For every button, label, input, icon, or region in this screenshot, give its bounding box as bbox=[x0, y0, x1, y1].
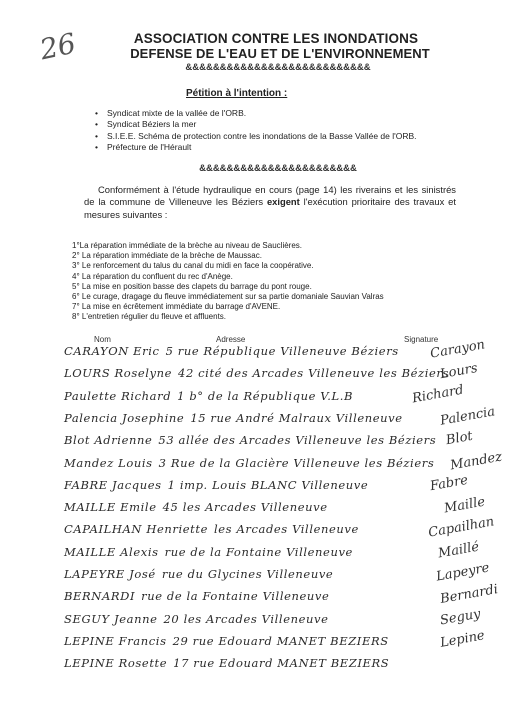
signer-address: rue de la Fontaine Villeneuve bbox=[141, 589, 330, 604]
handwritten-signature: Richard bbox=[411, 382, 465, 406]
signer-address: rue du Glycines Villeneuve bbox=[161, 567, 334, 581]
paragraph-text-end: l'exécution prioritaire des travaux et mesures suivantes : bbox=[84, 196, 457, 220]
signature-row bbox=[64, 567, 333, 589]
signature-row bbox=[64, 589, 329, 611]
column-header-name: Nom bbox=[94, 335, 111, 344]
petition-title: Pétition à l'intention : bbox=[186, 88, 288, 99]
signer-address: 42 cité des Arcades Villeneuve les Béziers bbox=[178, 366, 450, 381]
signer-name: Mandez Louis bbox=[64, 455, 153, 470]
signer-name: BERNARDI bbox=[64, 589, 136, 604]
signer-address: 29 rue Edouard MANET BEZIERS bbox=[172, 633, 389, 648]
measures-list bbox=[72, 241, 384, 323]
recipient-list bbox=[95, 108, 417, 154]
handwritten-signature: Lapeyre bbox=[435, 560, 491, 585]
measure-item: 5° La mise en position basse des clapets du barrage du pont rouge. bbox=[72, 281, 312, 291]
signer-name: LEPINE Rosette bbox=[64, 656, 168, 671]
signature-row bbox=[64, 634, 389, 656]
signer-address: 17 rue Edouard MANET BEZIERS bbox=[173, 656, 390, 671]
handwritten-signature: Capailhan bbox=[427, 514, 496, 542]
signature-row bbox=[64, 411, 403, 433]
handwritten-signature: Carayon bbox=[429, 337, 487, 362]
signer-address: 15 rue André Malraux Villeneuve bbox=[190, 410, 403, 425]
signer-name: Paulette Richard bbox=[64, 388, 172, 403]
decorative-separator-top: &&&&&&&&&&&&&&&&&&&&&&&&&&& bbox=[185, 62, 371, 73]
signature-row bbox=[64, 612, 329, 634]
signer-address: 1 imp. Louis BLANC Villeneuve bbox=[167, 477, 369, 492]
recipient-item: • Syndicat mixte de la vallée de l'ORB. bbox=[109, 108, 417, 119]
signer-name: FABRE Jacques bbox=[64, 477, 162, 492]
signer-name: MAILLE Alexis bbox=[64, 544, 159, 559]
handwritten-signature: Palencia bbox=[439, 404, 497, 429]
measure-item: 6° Le curage, dragage du fleuve immédiatement sur sa partie domaniale Sauvian Valras bbox=[72, 292, 384, 302]
column-header-signature: Signature bbox=[404, 335, 439, 344]
signature-row bbox=[64, 344, 399, 366]
column-header-address: Adresse bbox=[216, 335, 246, 344]
handwritten-signature: Blot bbox=[444, 428, 474, 449]
signer-name: MAILLE Emile bbox=[64, 500, 157, 515]
handwritten-signature: Bernardi bbox=[439, 582, 500, 608]
paragraph-text-start: Conformément à l'étude hydraulique en cours (page 14) les riverains et les sinistrés de la commune de Villeneuve les Béziers bbox=[84, 184, 456, 208]
association-title: ASSOCIATION CONTRE LES INONDATIONS bbox=[133, 31, 419, 46]
measure-item: 3° Le renforcement du talus du canal du midi en face la coopérative. bbox=[72, 261, 314, 271]
measure-item: 2° La réparation immédiate de la brèche de Maussac. bbox=[72, 251, 262, 261]
signature-row bbox=[64, 522, 359, 544]
signer-address: 5 rue République Villeneuve Béziers bbox=[165, 344, 399, 358]
signer-name: CARAYON Eric bbox=[64, 344, 160, 358]
handwritten-signature: Maillé bbox=[437, 539, 481, 562]
signature-row bbox=[64, 656, 389, 678]
signer-name: LEPINE Francis bbox=[64, 633, 167, 648]
measure-item: 4° La réparation du confluent du rec d'Anège. bbox=[72, 271, 233, 281]
signer-address: 53 allée des Arcades Villeneuve les Béziers bbox=[158, 433, 437, 448]
signer-name: Blot Adrienne bbox=[64, 433, 153, 448]
handwritten-signature: Mandez bbox=[449, 449, 504, 473]
measure-item: 1°La réparation immédiate de la brèche au niveau de Sauclières. bbox=[72, 241, 303, 250]
handwritten-signature: Lours bbox=[438, 361, 479, 383]
paragraph-emphasis: exigent bbox=[266, 196, 300, 208]
handwritten-signature: Fabre bbox=[428, 472, 470, 494]
demand-paragraph bbox=[84, 184, 456, 221]
handwritten-signature: Lepine bbox=[439, 628, 486, 651]
signer-address: 45 les Arcades Villeneuve bbox=[162, 500, 328, 515]
measure-item: 8° L'entretien régulier du fleuve et affluents. bbox=[72, 312, 227, 322]
signature-row bbox=[64, 433, 436, 455]
handwritten-signature: Seguy bbox=[439, 606, 482, 629]
signer-address: 1 b° de la République V.L.B bbox=[177, 388, 353, 403]
recipient-item: • Préfecture de l'Hérault bbox=[109, 142, 417, 153]
recipient-item: • S.I.E.E. Schéma de protection contre les inondations de la Basse Vallée de l'ORB. bbox=[109, 131, 417, 142]
signer-name: LAPEYRE José bbox=[64, 567, 156, 581]
signature-row bbox=[64, 478, 368, 500]
handwritten-signature: Maille bbox=[443, 494, 487, 517]
signature-row bbox=[64, 389, 353, 411]
signer-name: LOURS Roselyne bbox=[64, 366, 173, 381]
decorative-separator-bottom: &&&&&&&&&&&&&&&&&&&&&&& bbox=[199, 163, 357, 174]
signer-address: les Arcades Villeneuve bbox=[214, 522, 359, 537]
measure-item: 7° La mise en écrêtement immédiate du barrage d'AVENE. bbox=[72, 302, 281, 312]
signer-address: 3 Rue de la Glacière Villeneuve les Béziers bbox=[158, 455, 435, 470]
page-number-stamp: 26 bbox=[36, 26, 79, 67]
signature-row bbox=[64, 500, 328, 522]
signer-address: 20 les Arcades Villeneuve bbox=[163, 611, 329, 626]
signer-name: CAPAILHAN Henriette bbox=[64, 522, 208, 537]
association-subtitle: DEFENSE DE L'EAU ET DE L'ENVIRONNEMENT bbox=[130, 46, 430, 61]
signature-row bbox=[64, 545, 353, 567]
signer-name: SEGUY Jeanne bbox=[64, 611, 158, 626]
recipient-item: • Syndicat Béziers la mer bbox=[109, 119, 417, 130]
signer-name: Palencia Josephine bbox=[64, 410, 185, 425]
signature-row bbox=[64, 456, 434, 478]
signer-address: rue de la Fontaine Villeneuve bbox=[164, 544, 353, 559]
signature-row bbox=[64, 366, 449, 388]
